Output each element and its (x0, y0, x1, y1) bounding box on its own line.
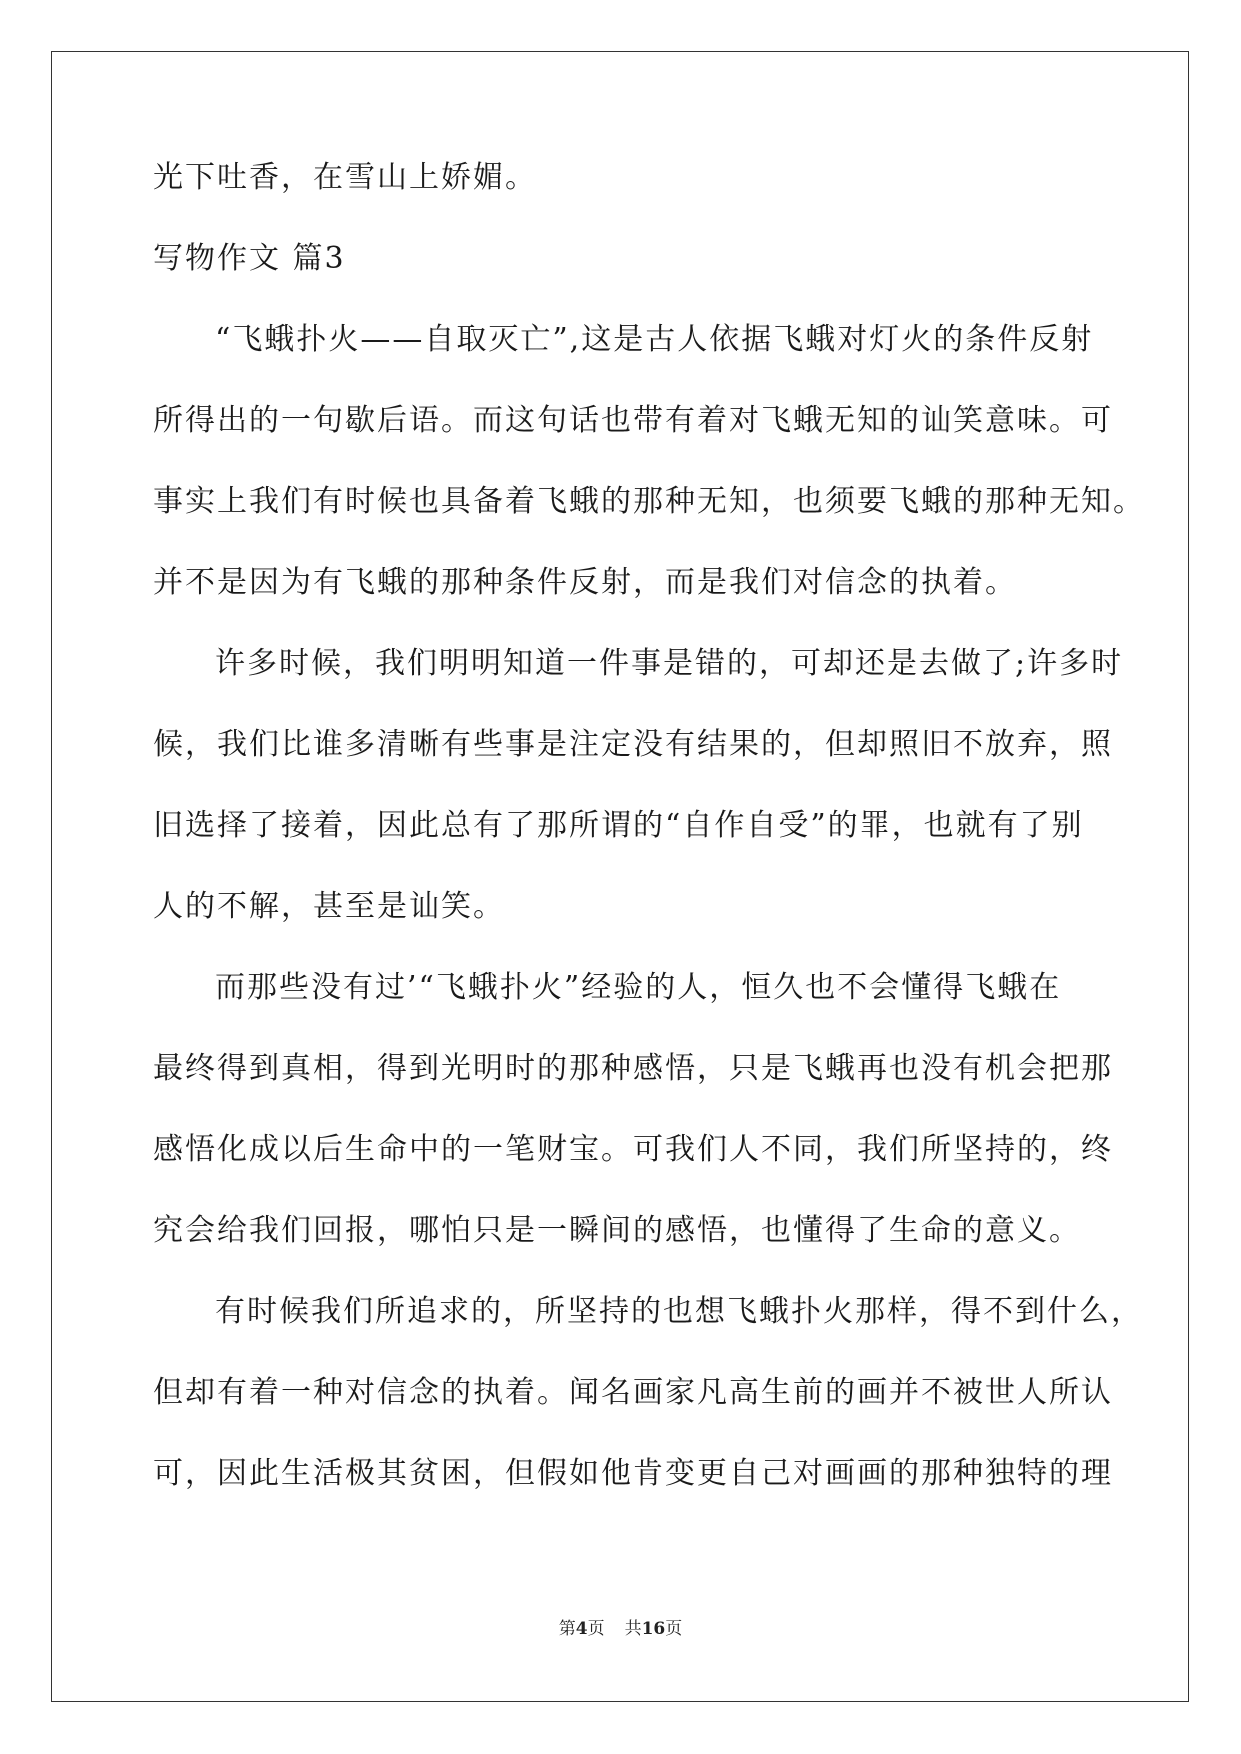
text-line: 究会给我们回报，哪怕只是一瞬间的感悟，也懂得了生命的意义。 (153, 1213, 1081, 1248)
total-pages: 16 (641, 1619, 666, 1639)
section-heading: 写物作文 篇3 (153, 241, 346, 276)
text-line: 最终得到真相，得到光明时的那种感悟，只是飞蛾再也没有机会把那 (153, 1051, 1113, 1086)
text-line: 许多时候，我们明明知道一件事是错的，可却还是去做了;许多时 (215, 646, 1124, 681)
text-line: 感悟化成以后生命中的一笔财宝。可我们人不同，我们所坚持的，终 (153, 1132, 1113, 1167)
page-prefix: 第 (558, 1619, 576, 1639)
text-line: 有时候我们所追求的，所坚持的也想飞蛾扑火那样，得不到什么， (215, 1294, 1143, 1329)
text-line: 人的不解，甚至是讪笑。 (153, 889, 505, 924)
text-line: 候，我们比谁多清晰有些事是注定没有结果的，但却照旧不放弃，照 (153, 727, 1113, 762)
page-number: 4 (575, 1619, 588, 1639)
text-line: 所得出的一句歇后语。而这句话也带有着对飞蛾无知的讪笑意味。可 (153, 403, 1113, 438)
document-body (153, 158, 1145, 1535)
text-line: 并不是因为有飞蛾的那种条件反射，而是我们对信念的执着。 (153, 565, 1017, 600)
total-suffix: 页 (665, 1619, 683, 1639)
text-line: 旧选择了接着，因此总有了那所谓的“自作自受”的罪，也就有了别 (153, 808, 1084, 843)
text-line: 但却有着一种对信念的执着。闻名画家凡高生前的画并不被世人所认 (153, 1375, 1113, 1410)
total-prefix: 共 (624, 1619, 642, 1639)
text-line: 可，因此生活极其贫困，但假如他肯变更自己对画画的那种独特的理 (153, 1456, 1113, 1491)
text-line: 而那些没有过’“飞蛾扑火”经验的人，恒久也不会懂得飞蛾在 (215, 970, 1062, 1005)
text-line: 光下吐香，在雪山上娇媚。 (153, 160, 537, 195)
page-footer (0, 1614, 1241, 1639)
text-line: 事实上我们有时候也具备着飞蛾的那种无知，也须要飞蛾的那种无知。 (153, 484, 1145, 519)
text-line: “飞蛾扑火——自取灭亡”,这是古人依据飞蛾对灯火的条件反射 (215, 322, 1094, 357)
page-suffix: 页 (587, 1619, 605, 1639)
